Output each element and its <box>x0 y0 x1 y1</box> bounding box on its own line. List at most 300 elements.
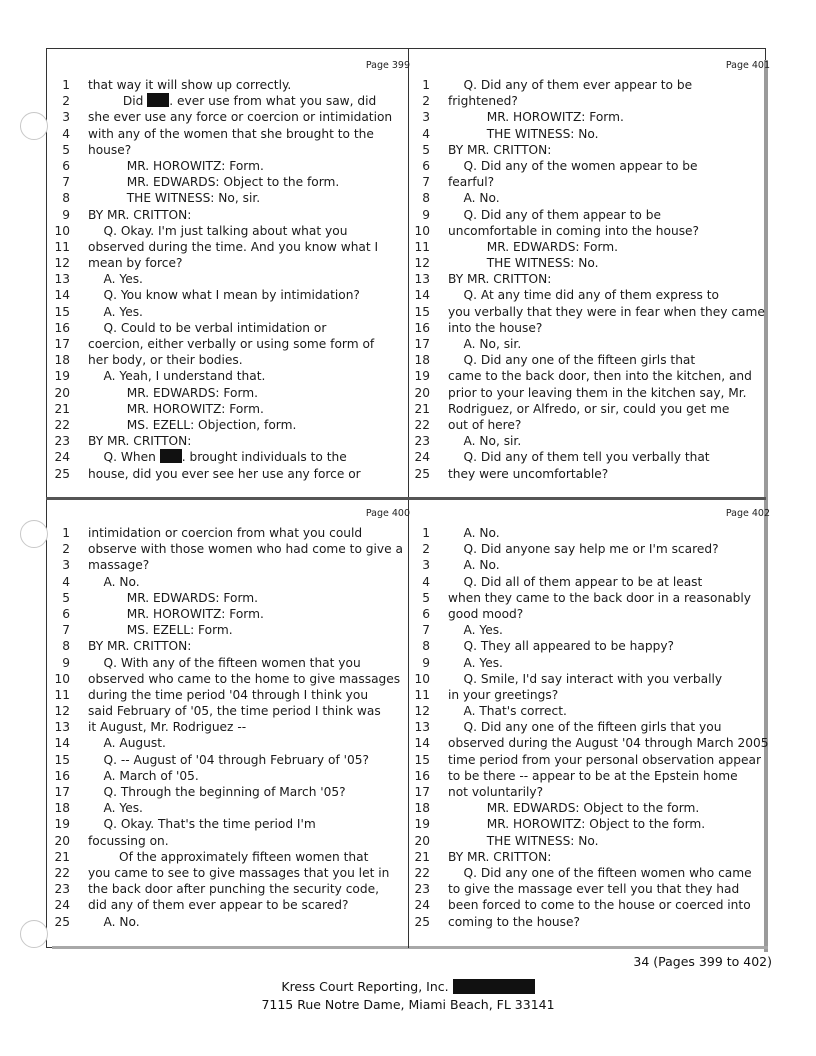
line-text-part: Q. -- August of '04 through February of '05? <box>88 752 369 767</box>
line-text-part: MR. EDWARDS: Form. <box>448 239 618 254</box>
line-number: 8 <box>422 191 430 206</box>
page-number: Page 401 <box>725 60 770 71</box>
transcript-line <box>52 287 410 303</box>
line-text <box>448 881 770 897</box>
transcript-line <box>52 433 410 449</box>
line-text <box>88 417 410 433</box>
page-number: Page 400 <box>365 508 410 519</box>
line-number: 3 <box>62 558 70 573</box>
transcript-line <box>52 768 410 784</box>
line-number: 21 <box>414 401 430 416</box>
line-text-part: uncomfortable in coming into the house? <box>448 223 700 238</box>
line-text <box>88 142 410 158</box>
footer-company <box>0 979 816 994</box>
transcript-line <box>412 336 770 352</box>
line-text-part: MR. HOROWITZ: Form. <box>448 110 624 125</box>
line-text <box>448 158 770 174</box>
line-text-part: THE WITNESS: No, sir. <box>88 191 261 206</box>
transcript-line <box>412 93 770 109</box>
transcript-line <box>52 849 410 865</box>
line-text <box>88 719 410 735</box>
line-number: 10 <box>54 223 70 238</box>
line-number: 15 <box>54 752 70 767</box>
line-number: 20 <box>54 833 70 848</box>
transcript-line <box>412 849 770 865</box>
line-number: 11 <box>54 687 70 702</box>
line-text-part: Q. Smile, I'd say interact with you verbally <box>448 671 723 686</box>
line-text-part: Q. Did any of them tell you verbally that <box>448 450 710 465</box>
line-text-part: MR. HOROWITZ: Form. <box>88 158 264 173</box>
transcript-line <box>52 158 410 174</box>
transcript-line <box>412 109 770 125</box>
line-text <box>448 638 770 654</box>
transcript-line <box>52 239 410 255</box>
line-text <box>88 174 410 190</box>
line-text <box>448 417 770 433</box>
line-number: 23 <box>54 882 70 897</box>
line-number: 2 <box>422 542 430 557</box>
line-text-part: A. No, sir. <box>448 337 522 351</box>
transcript-line <box>412 557 770 573</box>
line-text <box>448 336 770 352</box>
line-text <box>88 638 410 654</box>
transcript-line <box>52 590 410 606</box>
transcript-line <box>412 352 770 368</box>
line-text-part: Q. Okay. I'm just talking about what you <box>88 223 348 238</box>
line-text-part: time period from your personal observation appear <box>448 752 761 767</box>
line-text-part: Q. At any time did any of them express to <box>448 288 719 303</box>
line-text-part: A. That's correct. <box>448 704 567 719</box>
line-number: 17 <box>414 785 430 799</box>
line-text <box>448 174 770 190</box>
transcript-line <box>412 897 770 913</box>
line-number: 9 <box>62 655 70 670</box>
line-number: 23 <box>414 882 430 897</box>
line-text <box>448 541 770 557</box>
line-text <box>448 401 770 417</box>
line-list <box>52 525 410 930</box>
line-text <box>448 833 770 849</box>
transcript-line <box>412 914 770 930</box>
line-text-part: MS. EZELL: Form. <box>88 623 233 638</box>
line-text <box>448 865 770 881</box>
line-text <box>88 207 410 223</box>
line-number: 2 <box>62 94 70 109</box>
line-text-part: you came to see to give massages that you let in <box>88 865 390 880</box>
line-text-part: observed during the time. And you know what I <box>88 239 379 254</box>
line-text <box>448 557 770 573</box>
line-text-part: Did <box>88 94 144 109</box>
line-text <box>88 239 410 255</box>
line-number: 13 <box>54 720 70 735</box>
line-text-part: observed who came to the home to give massages <box>88 671 401 686</box>
transcript-line <box>52 142 410 158</box>
line-number: 18 <box>54 801 70 816</box>
redaction-block <box>453 979 535 994</box>
line-number: 2 <box>62 542 70 557</box>
line-text-part: MR. HOROWITZ: Form. <box>88 606 264 621</box>
line-text-part: Q. Did anyone say help me or I'm scared? <box>448 542 719 557</box>
line-text <box>88 687 410 703</box>
line-text <box>448 190 770 206</box>
line-text-part: intimidation or coercion from what you could <box>88 526 363 540</box>
line-number: 3 <box>422 558 430 573</box>
redaction-block <box>160 449 182 463</box>
transcript-line <box>52 865 410 881</box>
line-number: 21 <box>54 849 70 864</box>
transcript-line <box>52 541 410 557</box>
line-text-part: into the house? <box>448 320 543 335</box>
line-text <box>88 271 410 287</box>
line-text-part: A. March of '05. <box>88 768 199 783</box>
line-number: 14 <box>54 288 70 303</box>
line-text <box>448 287 770 303</box>
line-text <box>88 368 410 384</box>
line-text <box>448 239 770 255</box>
line-text-part: MR. EDWARDS: Form. <box>88 590 258 605</box>
line-text <box>88 816 410 832</box>
line-text-part: MR. HOROWITZ: Object to the form. <box>448 817 706 832</box>
line-text-part: when they came to the back door in a reasonably <box>448 590 752 605</box>
line-text <box>88 126 410 142</box>
line-number: 24 <box>54 898 70 913</box>
line-text <box>448 897 770 913</box>
transcript-line <box>412 320 770 336</box>
line-text-part: her body, or their bodies. <box>88 353 243 368</box>
line-text-part: A. August. <box>88 736 166 751</box>
transcript-line <box>52 255 410 271</box>
line-text <box>88 622 410 638</box>
line-text-part: THE WITNESS: No. <box>448 833 599 848</box>
transcript-line <box>412 703 770 719</box>
transcript-line <box>52 671 410 687</box>
line-text-part: good mood? <box>448 606 524 621</box>
transcript-line <box>412 525 770 541</box>
frame-shadow-bottom <box>52 946 768 949</box>
line-text <box>448 622 770 638</box>
line-text <box>88 449 410 465</box>
line-text-part: MR. HOROWITZ: Form. <box>88 401 264 416</box>
line-text-part: A. Yeah, I understand that. <box>88 369 266 384</box>
line-text-part: that way it will show up correctly. <box>88 78 292 92</box>
transcript-line <box>412 622 770 638</box>
line-number: 12 <box>54 704 70 719</box>
line-text-part: Q. Did any one of the fifteen women who came <box>448 865 752 880</box>
transcript-line <box>52 606 410 622</box>
transcript-line <box>412 207 770 223</box>
line-text <box>448 126 770 142</box>
line-number: 6 <box>62 158 70 173</box>
line-text <box>88 77 410 93</box>
line-text-part: THE WITNESS: No. <box>448 126 599 141</box>
line-text <box>88 768 410 784</box>
line-number: 9 <box>422 207 430 222</box>
transcript-line <box>412 687 770 703</box>
transcript-line <box>52 223 410 239</box>
transcript-line <box>412 784 770 800</box>
line-number: 13 <box>54 272 70 287</box>
transcript-line <box>52 638 410 654</box>
transcript-line <box>52 719 410 735</box>
transcript-line <box>52 881 410 897</box>
line-number: 17 <box>54 337 70 351</box>
line-text <box>88 109 410 125</box>
line-text <box>88 735 410 751</box>
line-number: 19 <box>54 817 70 832</box>
line-text <box>448 703 770 719</box>
line-number: 4 <box>62 574 70 589</box>
line-text-part: Q. Did any one of the fifteen girls that <box>448 353 696 368</box>
line-number: 21 <box>54 401 70 416</box>
line-text-part: A. Yes. <box>448 655 503 670</box>
line-text-part: BY MR. CRITTON: <box>448 849 552 864</box>
line-number: 11 <box>414 239 430 254</box>
footer-address: 7115 Rue Notre Dame, Miami Beach, FL 33141 <box>261 997 555 1012</box>
line-text <box>88 557 410 573</box>
transcript-line <box>412 223 770 239</box>
line-text-part: during the time period '04 through I think you <box>88 687 369 702</box>
transcript-line <box>412 190 770 206</box>
line-number: 13 <box>414 720 430 735</box>
line-text <box>88 833 410 849</box>
line-text-part: MR. EDWARDS: Object to the form. <box>448 801 700 816</box>
line-text <box>88 255 410 271</box>
line-number: 3 <box>422 110 430 125</box>
line-number: 1 <box>422 78 430 92</box>
transcript-line <box>52 190 410 206</box>
line-number: 16 <box>54 320 70 335</box>
transcript-line <box>52 417 410 433</box>
line-text-part: Of the approximately fifteen women that <box>88 849 369 864</box>
line-text-part: A. No. <box>448 526 500 540</box>
line-text-part: . ever use from what you saw, did <box>169 94 377 109</box>
line-text <box>88 158 410 174</box>
transcript-line <box>52 449 410 465</box>
transcript-line <box>52 784 410 800</box>
line-number: 10 <box>414 223 430 238</box>
binder-hole-icon <box>20 920 48 948</box>
transcript-line <box>52 897 410 913</box>
line-number: 16 <box>54 768 70 783</box>
line-text <box>448 368 770 384</box>
line-text <box>88 800 410 816</box>
line-text <box>448 142 770 158</box>
line-number: 6 <box>62 606 70 621</box>
line-number: 9 <box>422 655 430 670</box>
line-number: 17 <box>54 785 70 799</box>
line-number: 7 <box>62 623 70 638</box>
transcript-line <box>52 622 410 638</box>
transcript-line <box>412 466 770 482</box>
line-number: 20 <box>414 385 430 400</box>
transcript-line <box>412 401 770 417</box>
line-text-part: coercion, either verbally or using some form of <box>88 337 375 351</box>
line-text <box>448 735 770 751</box>
line-number: 22 <box>414 417 430 432</box>
line-number: 8 <box>62 639 70 654</box>
line-list <box>412 77 770 482</box>
binder-hole-icon <box>20 520 48 548</box>
transcript-line <box>52 77 410 93</box>
transcript-line <box>412 287 770 303</box>
transcript-line <box>412 255 770 271</box>
line-text-part: A. No. <box>448 558 500 573</box>
transcript-line <box>412 655 770 671</box>
line-text <box>88 336 410 352</box>
transcript-line <box>412 77 770 93</box>
line-number: 19 <box>414 817 430 832</box>
line-number: 25 <box>54 914 70 929</box>
line-number: 18 <box>414 801 430 816</box>
transcript-line <box>412 671 770 687</box>
line-number: 5 <box>422 590 430 605</box>
line-number: 15 <box>414 304 430 319</box>
line-text <box>88 881 410 897</box>
line-number: 20 <box>414 833 430 848</box>
line-text <box>448 671 770 687</box>
line-text <box>448 687 770 703</box>
pages-label: 34 (Pages 399 to 402) <box>633 954 772 969</box>
line-text <box>88 304 410 320</box>
line-number: 7 <box>62 175 70 190</box>
line-text <box>88 433 410 449</box>
line-text-part: A. No, sir. <box>448 434 522 449</box>
transcript-line <box>52 320 410 336</box>
transcript-line <box>412 768 770 784</box>
line-number: 14 <box>414 736 430 751</box>
transcript-line <box>52 735 410 751</box>
line-text <box>88 784 410 800</box>
transcript-line <box>412 142 770 158</box>
line-number: 23 <box>54 434 70 449</box>
line-text-part: the back door after punching the security code, <box>88 882 379 897</box>
transcript-line <box>412 719 770 735</box>
line-text-part: . brought individuals to the <box>181 450 347 465</box>
transcript-line <box>412 735 770 751</box>
line-number: 11 <box>54 239 70 254</box>
transcript-line <box>412 417 770 433</box>
transcript-line <box>52 833 410 849</box>
line-number: 15 <box>414 752 430 767</box>
transcript-line <box>52 466 410 482</box>
transcript-line <box>412 449 770 465</box>
transcript-line <box>52 703 410 719</box>
transcript-line <box>412 541 770 557</box>
transcript-line <box>52 557 410 573</box>
line-text-part: BY MR. CRITTON: <box>448 142 552 157</box>
line-text <box>448 385 770 401</box>
line-text <box>88 466 410 482</box>
line-text-part: Rodriguez, or Alfredo, or sir, could you get me <box>448 401 730 416</box>
line-number: 25 <box>54 466 70 481</box>
transcript-line <box>52 93 410 109</box>
transcript-line <box>412 271 770 287</box>
line-number: 12 <box>414 256 430 271</box>
line-number: 4 <box>62 126 70 141</box>
transcript-line <box>52 655 410 671</box>
line-number: 2 <box>422 94 430 109</box>
line-number: 16 <box>414 320 430 335</box>
line-text-part: MR. EDWARDS: Form. <box>88 385 258 400</box>
line-text-part: A. No. <box>88 574 140 589</box>
transcript-line <box>52 525 410 541</box>
transcript-line <box>52 109 410 125</box>
line-number: 5 <box>62 142 70 157</box>
transcript-line <box>412 239 770 255</box>
line-number: 25 <box>414 466 430 481</box>
transcript-line <box>52 816 410 832</box>
line-text <box>88 320 410 336</box>
binder-hole-icon <box>20 112 48 140</box>
line-number: 6 <box>422 158 430 173</box>
line-number: 5 <box>422 142 430 157</box>
transcript-line <box>52 174 410 190</box>
line-text-part: with any of the women that she brought to the <box>88 126 374 141</box>
line-number: 22 <box>414 865 430 880</box>
transcript-line <box>52 800 410 816</box>
transcript-line <box>52 401 410 417</box>
line-text <box>88 541 410 557</box>
line-text-part: Q. Okay. That's the time period I'm <box>88 817 316 832</box>
line-text-part: fearful? <box>448 175 495 190</box>
transcript-line <box>412 590 770 606</box>
line-text-part: Q. Did any one of the fifteen girls that you <box>448 720 722 735</box>
line-number: 5 <box>62 590 70 605</box>
line-text-part: she ever use any force or coercion or intimidation <box>88 110 393 125</box>
line-number: 4 <box>422 574 430 589</box>
line-text-part: Q. When <box>88 450 156 465</box>
line-text-part: Q. Through the beginning of March '05? <box>88 785 346 799</box>
line-text <box>88 93 410 109</box>
line-text <box>448 93 770 109</box>
line-text-part: BY MR. CRITTON: <box>448 272 552 287</box>
transcript-line <box>412 833 770 849</box>
line-text <box>448 816 770 832</box>
line-text <box>448 320 770 336</box>
line-text-part: Q. You know what I mean by intimidation? <box>88 288 360 303</box>
line-text <box>448 849 770 865</box>
line-text <box>448 109 770 125</box>
line-text <box>448 352 770 368</box>
company-name: Kress Court Reporting, Inc. <box>281 979 449 994</box>
line-number: 9 <box>62 207 70 222</box>
transcript-line <box>52 914 410 930</box>
line-text <box>88 752 410 768</box>
transcript-line <box>412 865 770 881</box>
line-text-part: coming to the house? <box>448 914 580 929</box>
line-text <box>448 449 770 465</box>
transcript-line <box>412 816 770 832</box>
line-list <box>412 525 770 930</box>
line-text-part: prior to your leaving them in the kitchen say, Mr. <box>448 385 747 400</box>
line-text <box>448 719 770 735</box>
transcript-line <box>412 158 770 174</box>
line-number: 10 <box>414 671 430 686</box>
line-number: 10 <box>54 671 70 686</box>
line-text <box>88 671 410 687</box>
line-text-part: A. Yes. <box>448 623 503 638</box>
line-text-part: A. Yes. <box>88 304 143 319</box>
line-text-part: A. No. <box>448 191 500 206</box>
line-number: 21 <box>414 849 430 864</box>
line-text <box>448 525 770 541</box>
line-text <box>448 304 770 320</box>
line-text <box>88 590 410 606</box>
transcript-line <box>412 800 770 816</box>
line-text <box>88 401 410 417</box>
transcript-line <box>412 385 770 401</box>
line-number: 1 <box>62 78 70 92</box>
